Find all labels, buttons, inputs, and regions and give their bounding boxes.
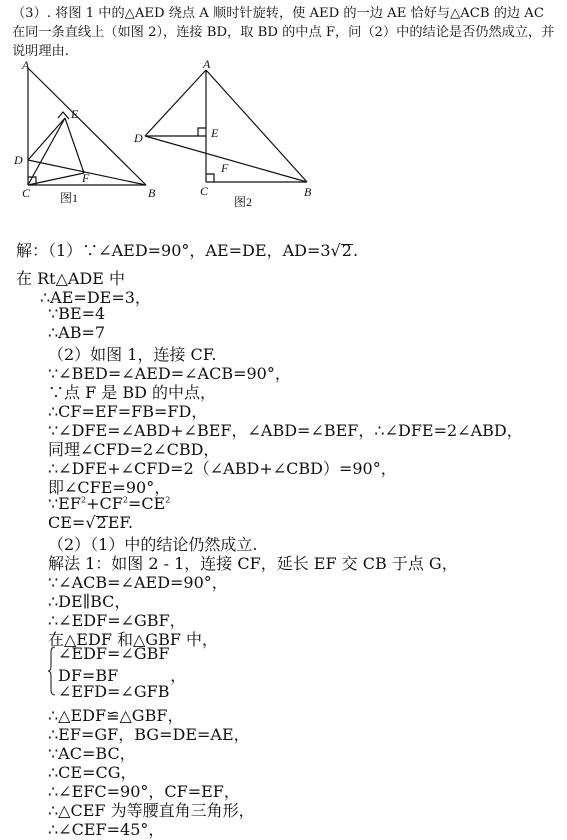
solution-text: +CF	[86, 494, 123, 513]
solution-line-8: ∵点 F 是 BD 的中点，	[48, 383, 217, 402]
fig2-right-angle-e	[198, 128, 206, 136]
solution-line-2: 在 Rt△ADE 中	[16, 269, 126, 288]
radicand: 2	[341, 241, 352, 260]
fig2-caption: 图2	[234, 195, 253, 209]
solution-text: =CE	[127, 494, 166, 513]
solution-line-12: ∴∠DFE+∠CFD=2（∠ABD+∠CBD）=90°，	[48, 459, 397, 478]
fig2-segment-bd	[145, 136, 307, 182]
solution-line-6: （2）如图 1，连接 CF.	[48, 345, 217, 364]
solution-text: ∵EF	[48, 494, 81, 513]
solution-line-27: ∴△CEF 为等腰直角三角形，	[48, 801, 255, 820]
solution-line-11: 同理∠CFD=2∠CBD，	[48, 440, 220, 459]
solution-line-13: 即∠CFE=90°，	[48, 478, 171, 497]
figures	[0, 60, 567, 220]
fig2-right-angle-c	[206, 174, 214, 182]
geometry-figures	[0, 60, 567, 220]
solution-text: 解：（1）∵∠AED=90°，AE=DE，AD=3	[16, 241, 331, 260]
fig2-label-f: F	[221, 161, 229, 175]
solution-text: ，	[170, 666, 187, 685]
system-line-1: ∠EDF=∠GBF	[58, 644, 170, 663]
solution-line-7: ∵∠BED=∠AED=∠ACB=90°，	[48, 364, 291, 383]
radicand: 2	[96, 513, 107, 532]
solution-line-18: ∵∠ACB=∠AED=90°，	[48, 573, 228, 592]
solution-line-26: ∴∠EFC=90°，CF=EF，	[48, 782, 240, 801]
figure-1	[28, 68, 146, 185]
problem-statement: （3）. 将图 1 中的△AED 绕点 A 顺时针旋转，使 AED 的一边 AE 恰好与△ACB 的边 AC 在同一条直线上（如图 2），连接 BD，取 BD 的中点 F，问（2）中的结论是否仍然成立，并说明理由.	[12, 6, 555, 59]
sqrt-sign: √	[330, 241, 341, 260]
superscript: 2	[80, 495, 87, 505]
solution-line-3: ∴AE=DE=3，	[40, 288, 151, 307]
fig1-label-f: F	[82, 171, 90, 185]
solution-line-1	[16, 238, 358, 261]
solution-line-14	[48, 494, 170, 513]
solution-line-21: 在△EDF 和△GBF 中，	[48, 630, 219, 649]
fig2-side-ad	[145, 70, 206, 136]
fig1-segment-ce	[28, 118, 65, 185]
fig1-side-ab	[28, 68, 146, 185]
fig2-label-c: C	[200, 184, 209, 198]
solution-line-23: ∴EF=GF，BG=DE=AE，	[48, 725, 250, 744]
solution-line-15	[48, 513, 133, 532]
solution-line-28: ∴∠CEF=45°，	[48, 820, 165, 839]
solution-line-20: ∴∠EDF=∠GBF，	[48, 611, 186, 630]
superscript: 2	[165, 495, 171, 505]
solution-line-16: （2）（1）中的结论仍然成立.	[48, 535, 258, 554]
solution-text: .	[352, 241, 359, 260]
fig1-label-d: D	[14, 153, 23, 167]
fig1-label-b: B	[148, 186, 156, 200]
solution-line-5: ∴AB=7	[48, 323, 106, 342]
fig1-segment-ef	[65, 118, 84, 173]
solution-line-4: ∵BE=4	[48, 304, 106, 323]
superscript: 2	[122, 495, 128, 505]
solution-line-10: ∵∠DFE=∠ABD+∠BEF，∠ABD=∠BEF，∴∠DFE=2∠ABD，	[48, 421, 523, 440]
fig1-label-a: A	[22, 60, 30, 72]
brace	[48, 646, 56, 696]
solution-line-9: ∴CF=EF=FB=FD，	[48, 402, 208, 421]
fig2-label-e: E	[211, 126, 219, 140]
fig2-label-d: D	[134, 131, 143, 145]
solution-line-19: ∴DE∥BC，	[48, 592, 131, 611]
solution-text: CE=	[48, 513, 86, 532]
sqrt-sign: √	[85, 513, 96, 532]
solution-text: EF.	[107, 513, 134, 532]
solution-line-24: ∵AC=BC，	[48, 744, 136, 763]
solution-line-22: ∴△EDF≌△GBF，	[48, 706, 184, 725]
fig1-label-e: E	[71, 107, 79, 121]
fig2-label-a: A	[203, 60, 211, 71]
solution-text: DF=BF	[58, 666, 119, 685]
fig1-label-c: C	[22, 186, 31, 200]
fig1-right-angle-e	[58, 112, 69, 119]
fig1-side-de	[28, 118, 65, 160]
fig2-label-b: B	[304, 185, 312, 199]
system-line-3: ∠EFD=∠GFB	[58, 682, 170, 701]
solution-line-17: 解法 1：如图 2 - 1，连接 CF，延长 EF 交 CB 于点 G，	[48, 554, 458, 573]
fig1-caption: 图1	[60, 191, 79, 205]
solution-line-25: ∴CE=CG，	[48, 763, 137, 782]
